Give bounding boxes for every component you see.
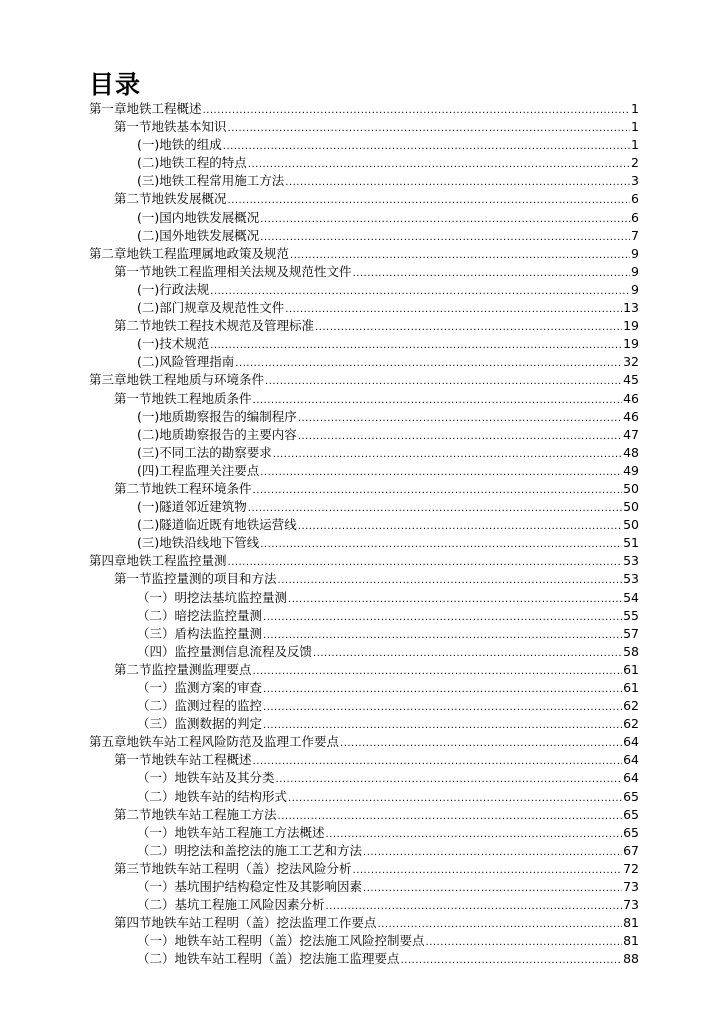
toc-dot-leader — [288, 591, 622, 609]
toc-entry-title: 第一节地铁车站工程概述 — [114, 752, 252, 768]
toc-chapter-entry[interactable] — [89, 245, 639, 263]
toc-entry-title: (一)国内地铁发展概况 — [137, 209, 260, 225]
toc-chapter-entry[interactable] — [89, 100, 639, 118]
toc-dot-leader — [298, 410, 622, 428]
toc-section-entry[interactable] — [89, 263, 639, 281]
toc-page-number: 2 — [631, 155, 639, 171]
toc-entry-title: （一）地铁车站及其分类 — [137, 770, 275, 786]
toc-page-number: 19 — [623, 336, 639, 352]
toc-subsection-entry[interactable] — [89, 353, 639, 371]
toc-dot-leader — [340, 735, 622, 753]
toc-subsection-entry[interactable] — [89, 281, 639, 299]
toc-page-number: 49 — [623, 462, 639, 478]
toc-subsection-entry[interactable] — [89, 136, 639, 154]
toc-subsection-entry[interactable] — [89, 932, 639, 950]
toc-entry-title: 第二节地铁工程环境条件 — [114, 480, 252, 496]
toc-section-entry[interactable] — [89, 751, 639, 769]
toc-page-number: 1 — [631, 137, 639, 153]
toc-subsection-entry[interactable] — [89, 824, 639, 842]
toc-page-number: 53 — [623, 553, 639, 569]
toc-section-entry[interactable] — [89, 661, 639, 679]
toc-entry-title: (二)地质勘察报告的主要内容 — [137, 426, 297, 442]
toc-dot-leader — [263, 609, 622, 627]
toc-entry-title: 第四章地铁工程监控量测 — [89, 553, 227, 569]
toc-page-number: 64 — [623, 770, 639, 786]
toc-dot-leader — [288, 790, 622, 808]
toc-page-number: 73 — [623, 879, 639, 895]
toc-page-number: 65 — [623, 824, 639, 840]
toc-page-number: 19 — [623, 318, 639, 334]
toc-subsection-entry[interactable] — [89, 227, 639, 245]
toc-dot-leader — [276, 771, 623, 789]
toc-page-number: 9 — [631, 281, 639, 297]
toc-entry-title: (一)隧道邻近建筑物 — [137, 499, 247, 515]
toc-page-number: 45 — [623, 372, 639, 388]
toc-dot-leader — [228, 554, 623, 572]
toc-subsection-entry[interactable] — [89, 950, 639, 968]
toc-entry-title: （二）暗挖法监控量测 — [137, 607, 263, 623]
toc-entry-title: 第一节地铁工程监理相关法规及规范性文件 — [114, 263, 352, 279]
toc-page-number: 51 — [623, 535, 639, 551]
toc-entry-title: （四）监控量测信息流程及反馈 — [137, 643, 313, 659]
toc-dot-leader — [353, 265, 630, 283]
toc-subsection-entry[interactable] — [89, 209, 639, 227]
toc-dot-leader — [263, 681, 622, 699]
toc-subsection-entry[interactable] — [89, 172, 639, 190]
toc-entry-title: 第二节监控量测监理要点 — [114, 661, 252, 677]
toc-subsection-entry[interactable] — [89, 715, 639, 733]
toc-page-number: 9 — [631, 245, 639, 261]
toc-dot-leader — [285, 301, 622, 319]
toc-page-number: 55 — [623, 607, 639, 623]
toc-entry-title: 第一节监控量测的项目和方法 — [114, 571, 277, 587]
toc-page-number: 46 — [623, 390, 639, 406]
toc-subsection-entry[interactable] — [89, 788, 639, 806]
toc-dot-leader — [223, 138, 630, 156]
toc-entry-title: (二)风险管理指南 — [137, 354, 235, 370]
toc-page-number: 32 — [623, 354, 639, 370]
toc-dot-leader — [401, 952, 623, 970]
toc-subsection-entry[interactable] — [89, 335, 639, 353]
toc-dot-leader — [253, 663, 623, 681]
toc-page-number: 47 — [623, 426, 639, 442]
toc-entry-title: (二)隧道临近既有地铁运营线 — [137, 517, 297, 533]
toc-dot-leader — [278, 572, 623, 590]
toc-dot-leader — [235, 355, 622, 373]
toc-page-number: 81 — [623, 915, 639, 931]
toc-entry-title: (三)地铁工程常用施工方法 — [137, 173, 285, 189]
toc-page-number: 48 — [623, 444, 639, 460]
toc-dot-leader — [278, 808, 623, 826]
toc-entry-title: 第一章地铁工程概述 — [89, 101, 202, 116]
toc-subsection-entry[interactable] — [89, 516, 639, 534]
toc-dot-leader — [315, 319, 622, 337]
toc-subsection-entry[interactable] — [89, 408, 639, 426]
toc-page-number: 61 — [623, 680, 639, 695]
toc-entry-title: 第四节地铁车站工程明（盖）挖法监理工作要点 — [114, 915, 377, 931]
toc-chapter-entry[interactable] — [89, 371, 639, 389]
toc-dot-leader — [253, 753, 623, 771]
toc-page-number: 1 — [631, 101, 639, 116]
toc-chapter-entry[interactable] — [89, 733, 639, 751]
toc-subsection-entry[interactable] — [89, 643, 639, 661]
toc-subsection-entry[interactable] — [89, 299, 639, 317]
toc-entry-title: （一）明挖法基坑监控量测 — [137, 589, 288, 605]
toc-page-number: 62 — [623, 716, 639, 732]
toc-page-number: 62 — [623, 698, 639, 714]
toc-subsection-entry[interactable] — [89, 625, 639, 643]
toc-page-number: 50 — [623, 499, 639, 515]
toc-dot-leader — [248, 500, 622, 518]
toc-subsection-entry[interactable] — [89, 697, 639, 715]
toc-entry-title: (一)行政法规 — [137, 281, 210, 297]
toc-entry-title: （二）地铁车站的结构形式 — [137, 788, 288, 804]
toc-section-entry[interactable] — [89, 190, 639, 208]
toc-entry-title: (三)不同工法的勘察要求 — [137, 444, 272, 460]
toc-entry-title: （二）基坑工程施工风险因素分析 — [137, 897, 325, 913]
toc-subsection-entry[interactable] — [89, 534, 639, 552]
toc-dot-leader — [210, 337, 622, 355]
toc-title: 目录 — [89, 70, 142, 99]
toc-page-number: 67 — [623, 842, 639, 858]
toc-entry-title: 第二节地铁车站工程施工方法 — [114, 806, 277, 822]
toc-subsection-entry[interactable] — [89, 589, 639, 607]
toc-section-entry[interactable] — [89, 317, 639, 335]
toc-subsection-entry[interactable] — [89, 154, 639, 172]
toc-subsection-entry[interactable] — [89, 426, 639, 444]
toc-page-number: 61 — [623, 661, 639, 677]
toc-entry-title: 第五章地铁车站工程风险防范及监理工作要点 — [89, 734, 340, 750]
toc-dot-leader — [285, 174, 630, 192]
toc-page-number: 3 — [631, 173, 639, 189]
toc-entry-title: (四)工程监理关注要点 — [137, 462, 260, 478]
toc-entry-title: （一）监测方案的审查 — [137, 680, 263, 695]
toc-subsection-entry[interactable] — [89, 498, 639, 516]
toc-page-number: 88 — [623, 951, 639, 967]
toc-dot-leader — [260, 464, 622, 482]
toc-section-entry[interactable] — [89, 390, 639, 408]
toc-page-number: 53 — [623, 571, 639, 587]
toc-page-number: 1 — [631, 119, 639, 135]
toc-page-number: 6 — [631, 191, 639, 207]
toc-page-number: 50 — [623, 517, 639, 533]
toc-page-number: 73 — [623, 897, 639, 913]
toc-entry-title: （三）监测数据的判定 — [137, 716, 263, 732]
toc-page-number: 64 — [623, 734, 639, 750]
toc-section-entry[interactable] — [89, 118, 639, 136]
toc-entry-title: (一)地质勘察报告的编制程序 — [137, 408, 297, 424]
toc-dot-leader — [263, 627, 622, 645]
toc-entry-title: （二）监测过程的监控 — [137, 698, 263, 714]
toc-page-number: 65 — [623, 788, 639, 804]
toc-entry-title: (一)地铁的组成 — [137, 137, 222, 153]
toc-dot-leader — [260, 229, 630, 247]
toc-subsection-entry[interactable] — [89, 444, 639, 462]
toc-dot-leader — [228, 120, 630, 138]
toc-entry-title: 第二节地铁发展概况 — [114, 191, 227, 207]
toc-entry-title: (三)地铁沿线地下管线 — [137, 535, 260, 551]
toc-subsection-entry[interactable] — [89, 679, 639, 697]
toc-page-number: 57 — [623, 625, 639, 641]
toc-entry-title: (二)地铁工程的特点 — [137, 155, 247, 171]
toc-page-number: 50 — [623, 480, 639, 496]
toc-subsection-entry[interactable] — [89, 896, 639, 914]
toc-section-entry[interactable] — [89, 860, 639, 878]
toc-chapter-entry[interactable] — [89, 552, 639, 570]
toc-dot-leader — [298, 428, 622, 446]
toc-subsection-entry[interactable] — [89, 878, 639, 896]
toc-page-number: 81 — [623, 933, 639, 949]
toc-dot-leader — [326, 826, 623, 844]
toc-section-entry[interactable] — [89, 570, 639, 588]
toc-section-entry[interactable] — [89, 480, 639, 498]
toc-entry-title: （一）基坑围护结构稳定性及其影响因素 — [137, 879, 363, 895]
toc-entry-title: 第二节地铁工程技术规范及管理标准 — [114, 318, 315, 334]
toc-dot-leader — [353, 862, 623, 880]
toc-dot-leader — [298, 518, 622, 536]
toc-subsection-entry[interactable] — [89, 842, 639, 860]
toc-entry-title: (一)技术规范 — [137, 336, 210, 352]
toc-entry-title: 第一节地铁工程地质条件 — [114, 390, 252, 406]
toc-entry-title: （一）地铁车站工程明（盖）挖法施工风险控制要点 — [137, 933, 425, 949]
toc-dot-leader — [260, 211, 630, 229]
toc-page-number: 64 — [623, 752, 639, 768]
table-of-contents — [89, 100, 639, 969]
toc-entry-title: (二)国外地铁发展概况 — [137, 227, 260, 243]
toc-page-number: 13 — [623, 300, 639, 316]
toc-dot-leader — [248, 156, 630, 174]
toc-subsection-entry[interactable] — [89, 462, 639, 480]
toc-dot-leader — [363, 844, 622, 862]
toc-page-number: 6 — [631, 209, 639, 225]
toc-page-number: 65 — [623, 806, 639, 822]
toc-entry-title: 第三章地铁工程地质与环境条件 — [89, 372, 265, 388]
toc-entry-title: (二)部门规章及规范性文件 — [137, 300, 285, 316]
toc-entry-title: （二）明挖法和盖挖法的施工工艺和方法 — [137, 842, 363, 858]
toc-page-number: 9 — [631, 263, 639, 279]
toc-dot-leader — [265, 373, 622, 391]
toc-entry-title: （二）地铁车站工程明（盖）挖法施工监理要点 — [137, 951, 400, 967]
toc-subsection-entry[interactable] — [89, 769, 639, 787]
toc-dot-leader — [203, 102, 630, 120]
toc-dot-leader — [263, 699, 622, 717]
toc-dot-leader — [228, 192, 630, 210]
toc-entry-title: 第一节地铁基本知识 — [114, 119, 227, 135]
toc-page-number: 72 — [623, 860, 639, 876]
toc-entry-title: 第三节地铁车站工程明（盖）挖法风险分析 — [114, 860, 352, 876]
toc-page-number: 46 — [623, 408, 639, 424]
toc-dot-leader — [363, 880, 622, 898]
toc-dot-leader — [253, 392, 623, 410]
toc-page-number: 7 — [631, 227, 639, 243]
toc-dot-leader — [273, 446, 622, 464]
toc-entry-title: （三）盾构法监控量测 — [137, 625, 263, 641]
toc-subsection-entry[interactable] — [89, 607, 639, 625]
toc-page-number: 58 — [623, 643, 639, 659]
toc-section-entry[interactable] — [89, 806, 639, 824]
toc-page-number: 54 — [623, 589, 639, 605]
toc-dot-leader — [260, 536, 622, 554]
toc-section-entry[interactable] — [89, 914, 639, 932]
toc-dot-leader — [253, 482, 623, 500]
toc-dot-leader — [426, 934, 623, 952]
toc-dot-leader — [313, 645, 622, 663]
toc-entry-title: 第二章地铁工程监理属地政策及规范 — [89, 245, 290, 261]
toc-entry-title: （一）地铁车站工程施工方法概述 — [137, 824, 325, 840]
